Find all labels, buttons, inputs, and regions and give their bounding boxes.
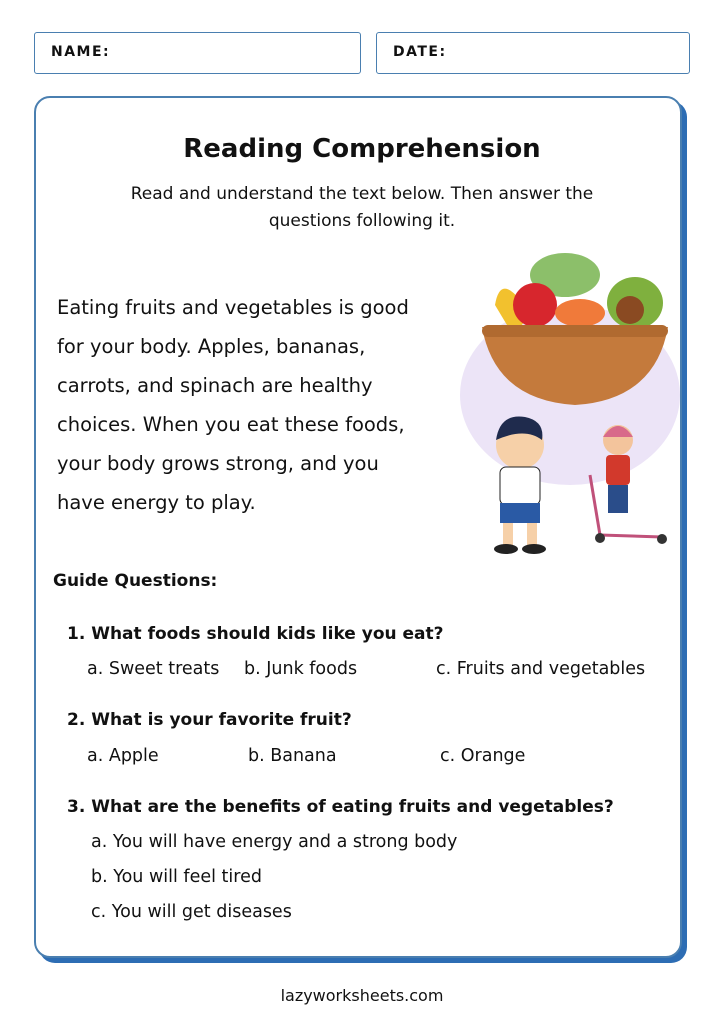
name-label: NAME:: [51, 44, 111, 60]
passage-line: for your body. Apples, bananas,: [57, 335, 366, 358]
instructions-line: questions following it.: [268, 211, 456, 231]
q1-option-b[interactable]: b. Junk foods: [244, 659, 358, 679]
reading-passage: [57, 288, 447, 522]
q2-option-a[interactable]: a. Apple: [87, 746, 159, 766]
q2-option-c[interactable]: c. Orange: [440, 746, 526, 766]
question-2: 2. What is your favorite fruit?: [67, 710, 352, 730]
date-label: DATE:: [393, 44, 447, 60]
page-title: Reading Comprehension: [183, 134, 541, 164]
footer-website: lazyworksheets.com: [280, 986, 444, 1005]
question-3: 3. What are the benefits of eating fruits and vegetables?: [67, 797, 614, 817]
fruit-basket-kids-illustration: [440, 245, 680, 565]
name-field[interactable]: [34, 32, 361, 74]
passage-line: choices. When you eat these foods,: [57, 413, 405, 436]
q1-option-a[interactable]: a. Sweet treats: [87, 659, 220, 679]
boy-icon: [494, 416, 546, 554]
q3-option-a[interactable]: a. You will have energy and a strong body: [91, 832, 458, 852]
passage-line: Eating fruits and vegetables is good: [57, 296, 409, 319]
instructions-line: Read and understand the text below. Then answer the: [130, 184, 594, 204]
date-field[interactable]: [376, 32, 690, 74]
q2-option-b[interactable]: b. Banana: [248, 746, 337, 766]
guide-questions-heading: Guide Questions:: [53, 571, 218, 591]
q1-option-c[interactable]: c. Fruits and vegetables: [436, 659, 646, 679]
instructions: [80, 181, 644, 235]
passage-line: have energy to play.: [57, 491, 256, 514]
q3-option-b[interactable]: b. You will feel tired: [91, 867, 262, 887]
passage-line: carrots, and spinach are healthy: [57, 374, 373, 397]
q3-option-c[interactable]: c. You will get diseases: [91, 902, 292, 922]
question-1: 1. What foods should kids like you eat?: [67, 624, 444, 644]
passage-line: your body grows strong, and you: [57, 452, 379, 475]
